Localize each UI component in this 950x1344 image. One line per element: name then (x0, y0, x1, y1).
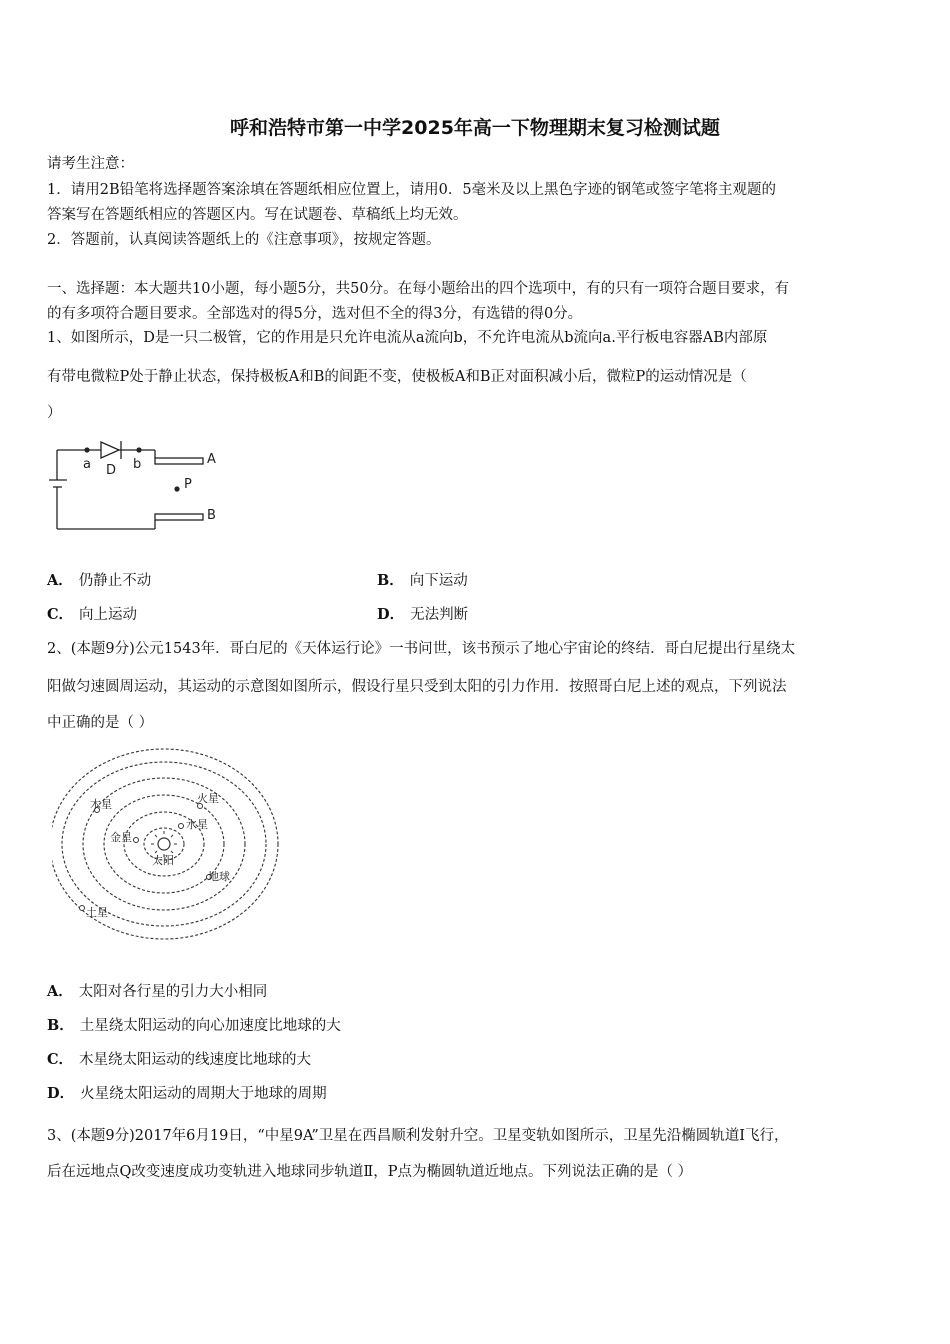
q1-option-b[interactable] (377, 569, 468, 590)
label-mercury: 水星 (186, 818, 208, 831)
notice-heading: 请考生注意： (47, 156, 134, 172)
label-jupiter: 木星 (90, 798, 112, 811)
option-text: 木星绕太阳运动的线速度比地球的大 (79, 1052, 312, 1068)
option-label: A． (47, 983, 73, 1000)
option-text: 仍静止不动 (78, 573, 152, 589)
option-text: 土星绕太阳运动的向心加速度比地球的大 (79, 1018, 341, 1034)
label-saturn: 土星 (86, 906, 108, 919)
label-venus: 金星 (110, 831, 132, 844)
section-intro: 一、选择题：本大题共10小题，每小题5分，共50分。在每小题给出的四个选项中，有的只有一项符合题目要求，有 (47, 281, 790, 297)
option-label: C． (47, 1051, 74, 1068)
q2-option-a[interactable] (47, 980, 267, 1001)
option-text: 向下运动 (409, 573, 468, 589)
option-text: 向上运动 (79, 607, 138, 623)
q1-stem: 1、如图所示，D是一只二极管，它的作用是只允许电流从a流向b，不允许电流从b流向a.平行板电容器AB内部原 (47, 330, 768, 346)
option-label: B． (47, 1017, 74, 1034)
option-label: B． (377, 572, 404, 589)
label-a: a (83, 457, 91, 472)
q2-option-d[interactable] (47, 1082, 327, 1103)
option-label: D． (47, 1085, 75, 1102)
q1-circuit-diagram (45, 436, 225, 536)
label-mars: 火星 (197, 792, 219, 805)
q1-stem-cont: 有带电微粒P处于静止状态，保持极板A和B的间距不变，使极板A和B正对面积减小后，微粒P的运动情况是（ (47, 369, 747, 385)
label-d: D (106, 463, 117, 478)
label-b: b (133, 457, 142, 472)
q2-option-b[interactable] (47, 1014, 341, 1035)
notice-item-2: 2．答题前，认真阅读答题纸上的《注意事项》，按规定答题。 (47, 232, 441, 248)
label-sun: 太阳 (152, 854, 174, 867)
section-intro-cont: 的有多项符合题目要求。全部选对的得5分，选对但不全的得3分，有选错的得0分。 (47, 306, 583, 322)
q1-option-a[interactable] (47, 569, 151, 590)
option-label: C． (47, 606, 74, 623)
notice-item-1: 1．请用2B铅笔将选择题答案涂填在答题纸相应位置上，请用0．5毫米及以上黑色字迹的钢笔或签字笔将主观题的 (47, 182, 777, 198)
q3-stem-cont: 后在远地点Q改变速度成功变轨进入地球同步轨道Ⅱ，P点为椭圆轨道近地点。下列说法正确的是（ ） (47, 1164, 693, 1180)
option-label: D． (377, 606, 405, 623)
q3-stem: 3、(本题9分)2017年6月19日，“中星9A”卫星在西昌顺利发射升空。卫星变轨如图所示，卫星先沿椭圆轨道Ⅰ飞行， (47, 1128, 789, 1144)
q1-stem-end: ） (47, 405, 62, 421)
q2-stem: 2、(本题9分)公元1543年．哥白尼的《天体运行论》一书问世，该书预示了地心宇宙论的终结．哥白尼提出行星绕太 (47, 641, 796, 657)
q2-solar-system-diagram (52, 746, 282, 944)
label-plate-a: A (207, 452, 216, 467)
label-plate-b: B (207, 508, 216, 523)
page-title: 呼和浩特市第一中学2025年高一下物理期末复习检测试题 (230, 117, 720, 139)
q2-stem-cont: 阳做匀速圆周运动，其运动的示意图如图所示，假设行星只受到太阳的引力作用．按照哥白尼上述的观点，下列说法 (47, 679, 787, 695)
label-particle-p: P (184, 477, 192, 492)
option-text: 太阳对各行星的引力大小相同 (78, 984, 268, 1000)
q2-stem-end: 中正确的是（ ） (47, 715, 154, 731)
q1-option-c[interactable] (47, 603, 137, 624)
option-text: 无法判断 (410, 607, 469, 623)
label-earth: 地球 (208, 870, 230, 883)
notice-item-1-cont: 答案写在答题纸相应的答题区内。写在试题卷、草稿纸上均无效。 (47, 207, 468, 223)
option-text: 火星绕太阳运动的周期大于地球的周期 (80, 1086, 327, 1102)
option-label: A． (47, 572, 73, 589)
q1-option-d[interactable] (377, 603, 468, 624)
q2-option-c[interactable] (47, 1048, 311, 1069)
